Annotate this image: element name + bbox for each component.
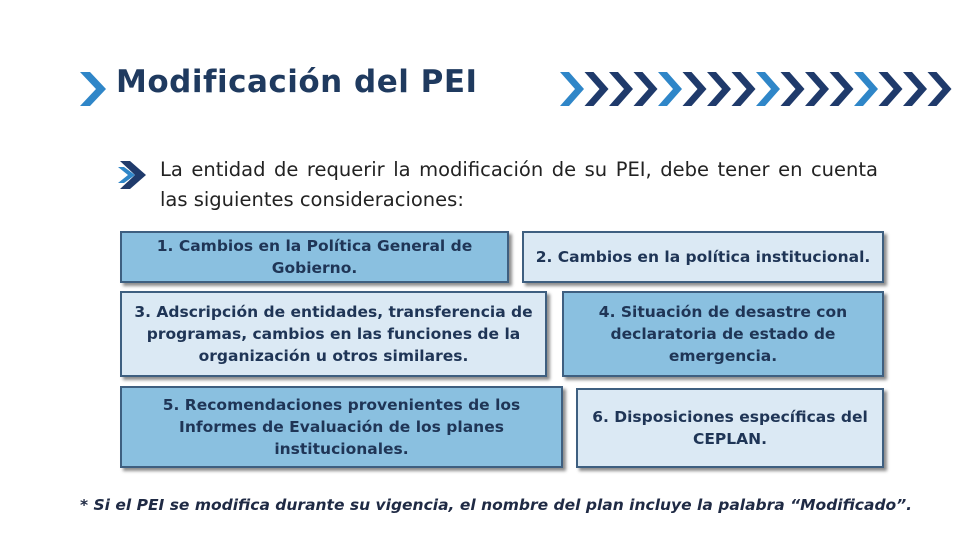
title-row bbox=[80, 62, 900, 112]
chevron-band-icon bbox=[560, 72, 960, 106]
chevron-icon bbox=[781, 72, 805, 106]
double-chevron-icon bbox=[118, 157, 148, 193]
consideration-box-4: 4. Situación de desastre con declaratoria de estado de emergencia. bbox=[562, 291, 884, 377]
chevron-icon bbox=[830, 72, 854, 106]
intro-text: La entidad de requerir la modificación de su PEI, debe tener en cuenta las siguientes consideraciones: bbox=[160, 158, 878, 211]
consideration-box-1: 1. Cambios en la Política General de Gobierno. bbox=[120, 231, 509, 283]
page-title: Modificación del PEI bbox=[116, 64, 478, 100]
chevron-icon bbox=[732, 72, 756, 106]
consideration-box-3: 3. Adscripción de entidades, transferencia de programas, cambios en las funciones de la organización u otros similares. bbox=[120, 291, 547, 377]
chevron-icon bbox=[928, 72, 952, 106]
chevron-icon bbox=[903, 72, 927, 106]
chevron-icon bbox=[756, 72, 780, 106]
chevron-icon bbox=[634, 72, 658, 106]
footnote: * Si el PEI se modifica durante su vigencia, el nombre del plan incluye la palabra “Modificado”. bbox=[80, 496, 913, 514]
chevron-icon bbox=[854, 72, 878, 106]
chevron-icon bbox=[805, 72, 829, 106]
chevron-icon bbox=[609, 72, 633, 106]
consideration-box-2: 2. Cambios en la política institucional. bbox=[522, 231, 884, 283]
consideration-box-6: 6. Disposiciones específicas del CEPLAN. bbox=[576, 388, 884, 468]
chevron-icon bbox=[707, 72, 731, 106]
consideration-box-5: 5. Recomendaciones provenientes de los Informes de Evaluación de los planes institucionales. bbox=[120, 386, 563, 468]
chevron-icon bbox=[560, 72, 584, 106]
chevron-icon bbox=[658, 72, 682, 106]
chevron-icon bbox=[683, 72, 707, 106]
chevron-icon bbox=[585, 72, 609, 106]
chevron-right-icon bbox=[80, 72, 106, 106]
chevron-icon bbox=[879, 72, 903, 106]
